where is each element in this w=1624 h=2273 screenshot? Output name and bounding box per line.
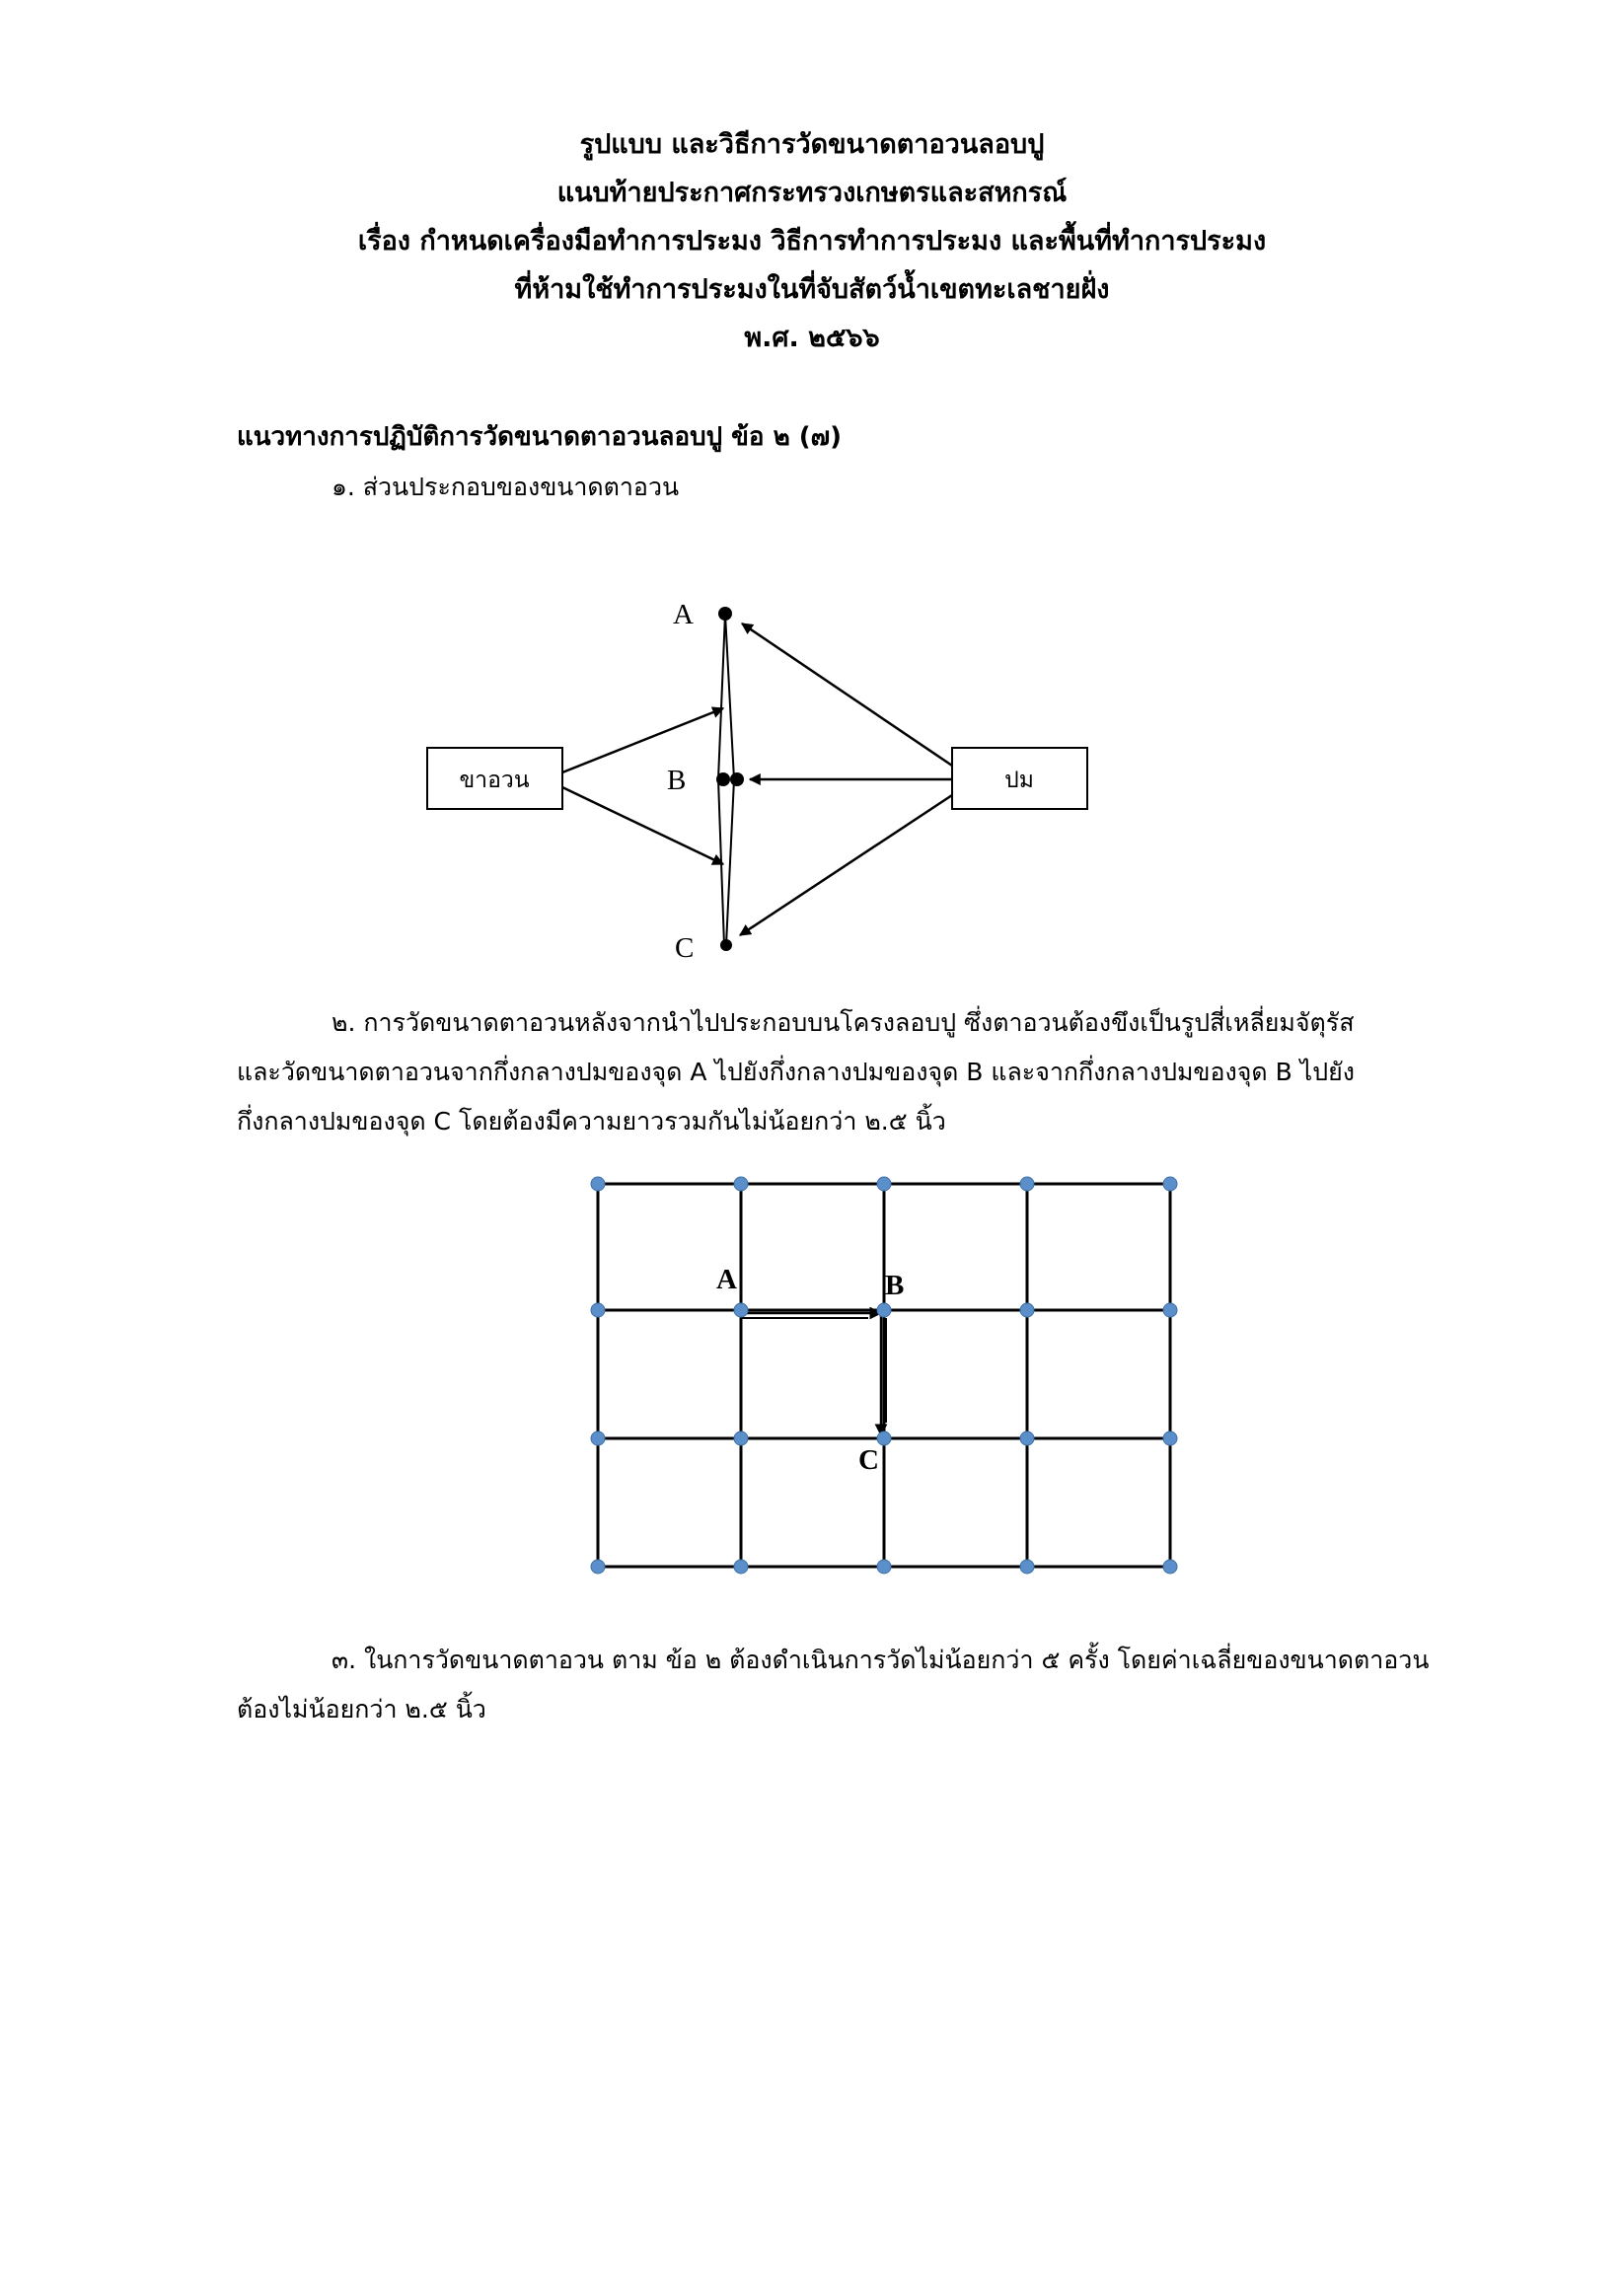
grid-node (877, 1560, 891, 1574)
grid-label-a: A (716, 1264, 737, 1295)
title-line-5: พ.ศ. ๒๕๖๖ (744, 323, 880, 353)
grid-node (734, 1560, 748, 1574)
grid-node (1020, 1303, 1034, 1317)
title-line-1: รูปแบบ และวิธีการวัดขนาดตาอวนลอบปู (579, 129, 1045, 160)
grid-node (877, 1177, 891, 1191)
title-line-3: เรื่อง กำหนดเครื่องมือทำการประมง วิธีการทำการประมง และพื้นที่ทำการประมง (357, 226, 1267, 257)
item-2-line-3: กึ่งกลางปมของจุด C โดยต้องมีความยาวรวมกันไม่น้อยกว่า ๒.๕ นิ้ว (237, 1107, 946, 1136)
grid-node (734, 1431, 748, 1445)
grid-node (591, 1303, 605, 1317)
grid-node (734, 1303, 748, 1317)
item-3-paragraph (237, 1636, 1492, 1734)
section-heading: แนวทางการปฏิบัติการวัดขนาดตาอวนลอบปู ข้อ ๒ (๗) (237, 422, 843, 452)
label-b: B (667, 765, 687, 796)
title-line-4: ที่ห้ามใช้ทำการประมงในที่จับสัตว์น้ำเขตทะเลชายฝั่ง (514, 274, 1110, 305)
item-1-text: ๑. ส่วนประกอบของขนาดตาอวน (332, 473, 680, 501)
grid-node (877, 1303, 891, 1317)
item-2-line-2: และวัดขนาดตาอวนจากกึ่งกลางปมของจุด A ไปยังกึ่งกลางปมของจุด B และจากกึ่งกลางปมของจุด B ไปยัง (237, 1058, 1355, 1086)
grid-node (1163, 1560, 1177, 1574)
item-2-line-1: ๒. การวัดขนาดตาอวนหลังจากนำไปประกอบบนโครงลอบปู ซึ่งตาอวนต้องขึงเป็นรูปสี่เหลี่ยมจัตุรัส (332, 1008, 1355, 1037)
grid-node (734, 1177, 748, 1191)
grid-node (1020, 1431, 1034, 1445)
grid-node (877, 1431, 891, 1445)
grid-node (591, 1431, 605, 1445)
knot-box-label: ปม (1004, 768, 1034, 793)
item-3-line-1: ๓. ในการวัดขนาดตาอวน ตาม ข้อ ๒ ต้องดำเนินการวัดไม่น้อยกว่า ๕ ครั้ง โดยค่าเฉลี่ยของขนาดตาอวน (332, 1646, 1430, 1674)
grid-node (1163, 1177, 1177, 1191)
grid-node (591, 1560, 605, 1574)
title-line-2: แนบท้ายประกาศกระทรวงเกษตรและสหกรณ์ (556, 178, 1068, 208)
grid-node (591, 1177, 605, 1191)
item-3-line-2: ต้องไม่น้อยกว่า ๒.๕ นิ้ว (237, 1695, 486, 1723)
grid-label-b: B (885, 1270, 905, 1301)
grid-node (1163, 1431, 1177, 1445)
grid-node (1020, 1560, 1034, 1574)
leg-box-label: ขาอวน (459, 768, 530, 793)
label-a: A (673, 599, 694, 630)
grid-label-c: C (858, 1444, 879, 1476)
label-c: C (675, 932, 695, 964)
grid-lines (598, 1184, 1170, 1567)
grid-node (1020, 1177, 1034, 1191)
grid-node (1163, 1303, 1177, 1317)
